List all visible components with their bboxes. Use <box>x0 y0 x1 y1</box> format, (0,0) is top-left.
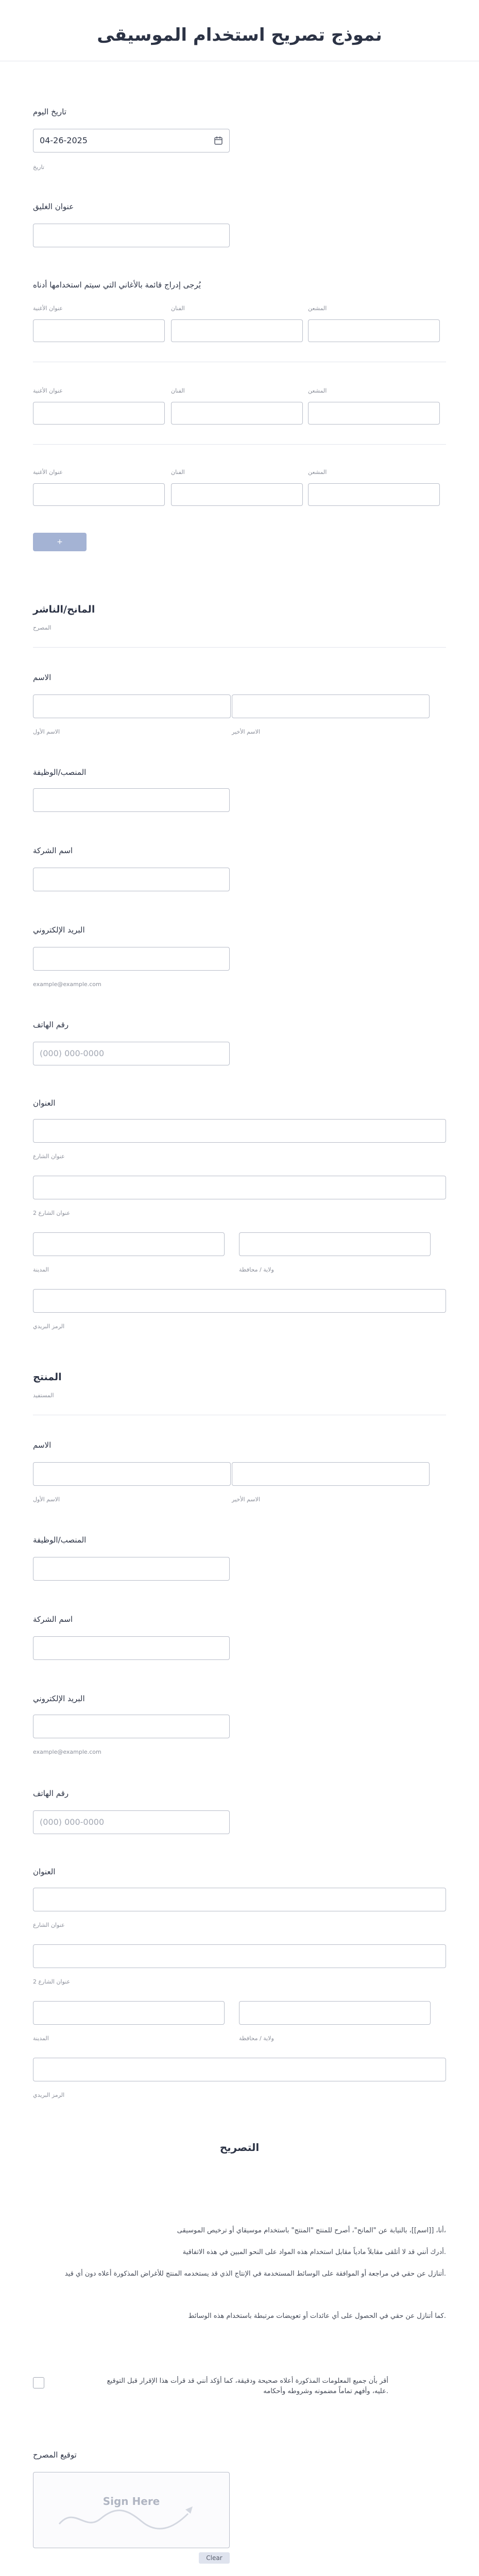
licensor-zip-sub: الرمز البريدي <box>33 1323 65 1330</box>
producer-street1-input[interactable] <box>33 1888 446 1911</box>
producer-zip-sub: الرمز البريدي <box>33 2092 65 2098</box>
col-artist: الفنان <box>171 387 185 394</box>
consent-checkbox[interactable] <box>33 2377 44 2388</box>
producer-first-sub: الاسم الأول <box>33 1496 60 1503</box>
licensor-phone-input[interactable]: (000) 000-0000 <box>33 1042 230 1065</box>
sign1-clear-button[interactable]: Clear <box>199 2552 230 2564</box>
col-composer: المشعن <box>308 305 327 312</box>
licensor-email-sub: example@example.com <box>33 981 101 988</box>
producer-address-label: العنوان <box>33 1867 56 1876</box>
date-label: تاريخ اليوم <box>33 107 66 116</box>
date-sub: تاريخ <box>33 164 44 171</box>
track-3-artist-input[interactable] <box>171 483 303 506</box>
track-1-title-input[interactable] <box>33 319 165 342</box>
producer-email-label: البريد الإلكتروني <box>33 1694 85 1703</box>
col-song-title: عنوان الأغنية <box>33 469 63 476</box>
declaration-p4: كما أتنازل عن حقي في الحصول على أي عائدات أو تعويضات مرتبطة باستخدام هذه الوسائط. <box>188 2312 446 2320</box>
track-2-title-input[interactable] <box>33 402 165 425</box>
declaration-p3: أتنازل عن حقي في مراجعة أو الموافقة على الوسائط المستخدمة في الإنتاج الذي قد يستخدمه المنتج للأغراض المذكورة أعلاه دون أي قيد. <box>64 2270 446 2278</box>
declaration-p1: أنا، [[اسم]]، بالنيابة عن "المانح"، أصرح للمنتج "المنتج" باستخدام موسيقاي أو ترخيص الموسيقى، <box>177 2227 446 2234</box>
declaration-p2: أدرك أنني قد لا أتلقى مقابلاً مادياً مقابل استخدام هذه المواد على النحو المبين في هذه الاتفاقية. <box>182 2248 446 2256</box>
col-song-title: عنوان الأغنية <box>33 387 63 394</box>
licensor-street2-sub: عنوان الشارع 2 <box>33 1210 71 1216</box>
song-title-label: عنوان الغليق <box>33 202 74 211</box>
track-divider <box>33 444 446 445</box>
licensor-street1-input[interactable] <box>33 1119 446 1143</box>
date-value: 04-26-2025 <box>40 135 88 145</box>
producer-state-sub: ولاية / محافظة <box>239 2035 274 2042</box>
producer-street2-sub: عنوان الشارع 2 <box>33 1978 71 1985</box>
licensor-email-input[interactable] <box>33 947 230 971</box>
licensor-state-sub: ولاية / محافظة <box>239 1266 274 1273</box>
calendar-icon[interactable] <box>214 136 223 145</box>
licensor-zip-input[interactable] <box>33 1289 446 1313</box>
licensor-address-label: العنوان <box>33 1098 56 1108</box>
sign1-pad[interactable] <box>33 2472 230 2548</box>
tracks-instruction: يُرجى إدراج قائمة بالأغاني التي سيتم استخدامها أدناه <box>33 280 201 290</box>
producer-company-label: اسم الشركة <box>33 1615 73 1624</box>
col-composer: المشعن <box>308 387 327 394</box>
sign1-label: توقيع المصرح <box>33 2450 77 2460</box>
form-title: نموذج تصريح استخدام الموسيقى <box>97 25 382 45</box>
producer-street1-sub: عنوان الشارع <box>33 1922 65 1928</box>
licensor-state-input[interactable] <box>239 1232 431 1256</box>
producer-email-sub: example@example.com <box>33 1749 101 1755</box>
producer-city-input[interactable] <box>33 2001 225 2025</box>
licensor-city-input[interactable] <box>33 1232 225 1256</box>
producer-company-input[interactable] <box>33 1636 230 1660</box>
licensor-last-sub: الاسم الأخير <box>232 728 260 735</box>
licensor-subtitle: المصرح <box>33 624 52 631</box>
producer-email-input[interactable] <box>33 1715 230 1738</box>
producer-subtitle: المستفيد <box>33 1392 54 1399</box>
col-composer: المشعن <box>308 469 327 476</box>
producer-title: المنتج <box>33 1371 62 1383</box>
licensor-email-label: البريد الإلكتروني <box>33 925 85 935</box>
producer-last-name-input[interactable] <box>232 1462 430 1486</box>
producer-name-label: الاسم <box>33 1440 52 1450</box>
licensor-position-label: المنصب/الوظيفة <box>33 768 87 777</box>
licensor-name-label: الاسم <box>33 673 52 682</box>
producer-city-sub: المدينة <box>33 2035 49 2042</box>
producer-first-name-input[interactable] <box>33 1462 231 1486</box>
song-title-input[interactable] <box>33 224 230 247</box>
col-artist: الفنان <box>171 469 185 476</box>
date-input[interactable] <box>33 129 230 152</box>
track-1-composer-input[interactable] <box>308 319 440 342</box>
licensor-first-sub: الاسم الأول <box>33 728 60 735</box>
track-1-artist-input[interactable] <box>171 319 303 342</box>
licensor-city-sub: المدينة <box>33 1266 49 1273</box>
licensor-last-name-input[interactable] <box>232 694 430 718</box>
producer-last-sub: الاسم الأخير <box>232 1496 260 1503</box>
licensor-phone-label: رقم الهاتف <box>33 1020 69 1029</box>
track-2-artist-input[interactable] <box>171 402 303 425</box>
licensor-position-input[interactable] <box>33 788 230 812</box>
producer-zip-input[interactable] <box>33 2058 446 2081</box>
producer-phone-input[interactable]: (000) 000-0000 <box>33 1810 230 1834</box>
col-song-title: عنوان الأغنية <box>33 305 63 312</box>
add-track-button[interactable]: + <box>33 533 87 551</box>
licensor-divider <box>33 647 446 648</box>
licensor-street1-sub: عنوان الشارع <box>33 1153 65 1160</box>
licensor-title: المانح/الناشر <box>33 604 95 615</box>
declaration-title: التصريح <box>219 2141 260 2154</box>
track-2-composer-input[interactable] <box>308 402 440 425</box>
licensor-company-label: اسم الشركة <box>33 846 73 855</box>
consent-text: أقر بأن جميع المعلومات المذكورة أعلاه صحيحة ودقيقة، كما أؤكد أنني قد قرأت هذا الإقرار قبل التوقيع عليه، وأفهم تماماً مضمونه وشروطه وأحكامه. <box>107 2377 388 2395</box>
producer-street2-input[interactable] <box>33 1944 446 1968</box>
signature-pad-icon <box>54 2503 209 2534</box>
track-3-title-input[interactable] <box>33 483 165 506</box>
col-artist: الفنان <box>171 305 185 312</box>
track-3-composer-input[interactable] <box>308 483 440 506</box>
licensor-company-input[interactable] <box>33 868 230 891</box>
licensor-first-name-input[interactable] <box>33 694 231 718</box>
producer-phone-label: رقم الهاتف <box>33 1789 69 1798</box>
licensor-street2-input[interactable] <box>33 1176 446 1199</box>
producer-position-label: المنصب/الوظيفة <box>33 1535 87 1545</box>
sign1-hint: Sign Here <box>102 2495 160 2507</box>
producer-position-input[interactable] <box>33 1557 230 1581</box>
producer-state-input[interactable] <box>239 2001 431 2025</box>
